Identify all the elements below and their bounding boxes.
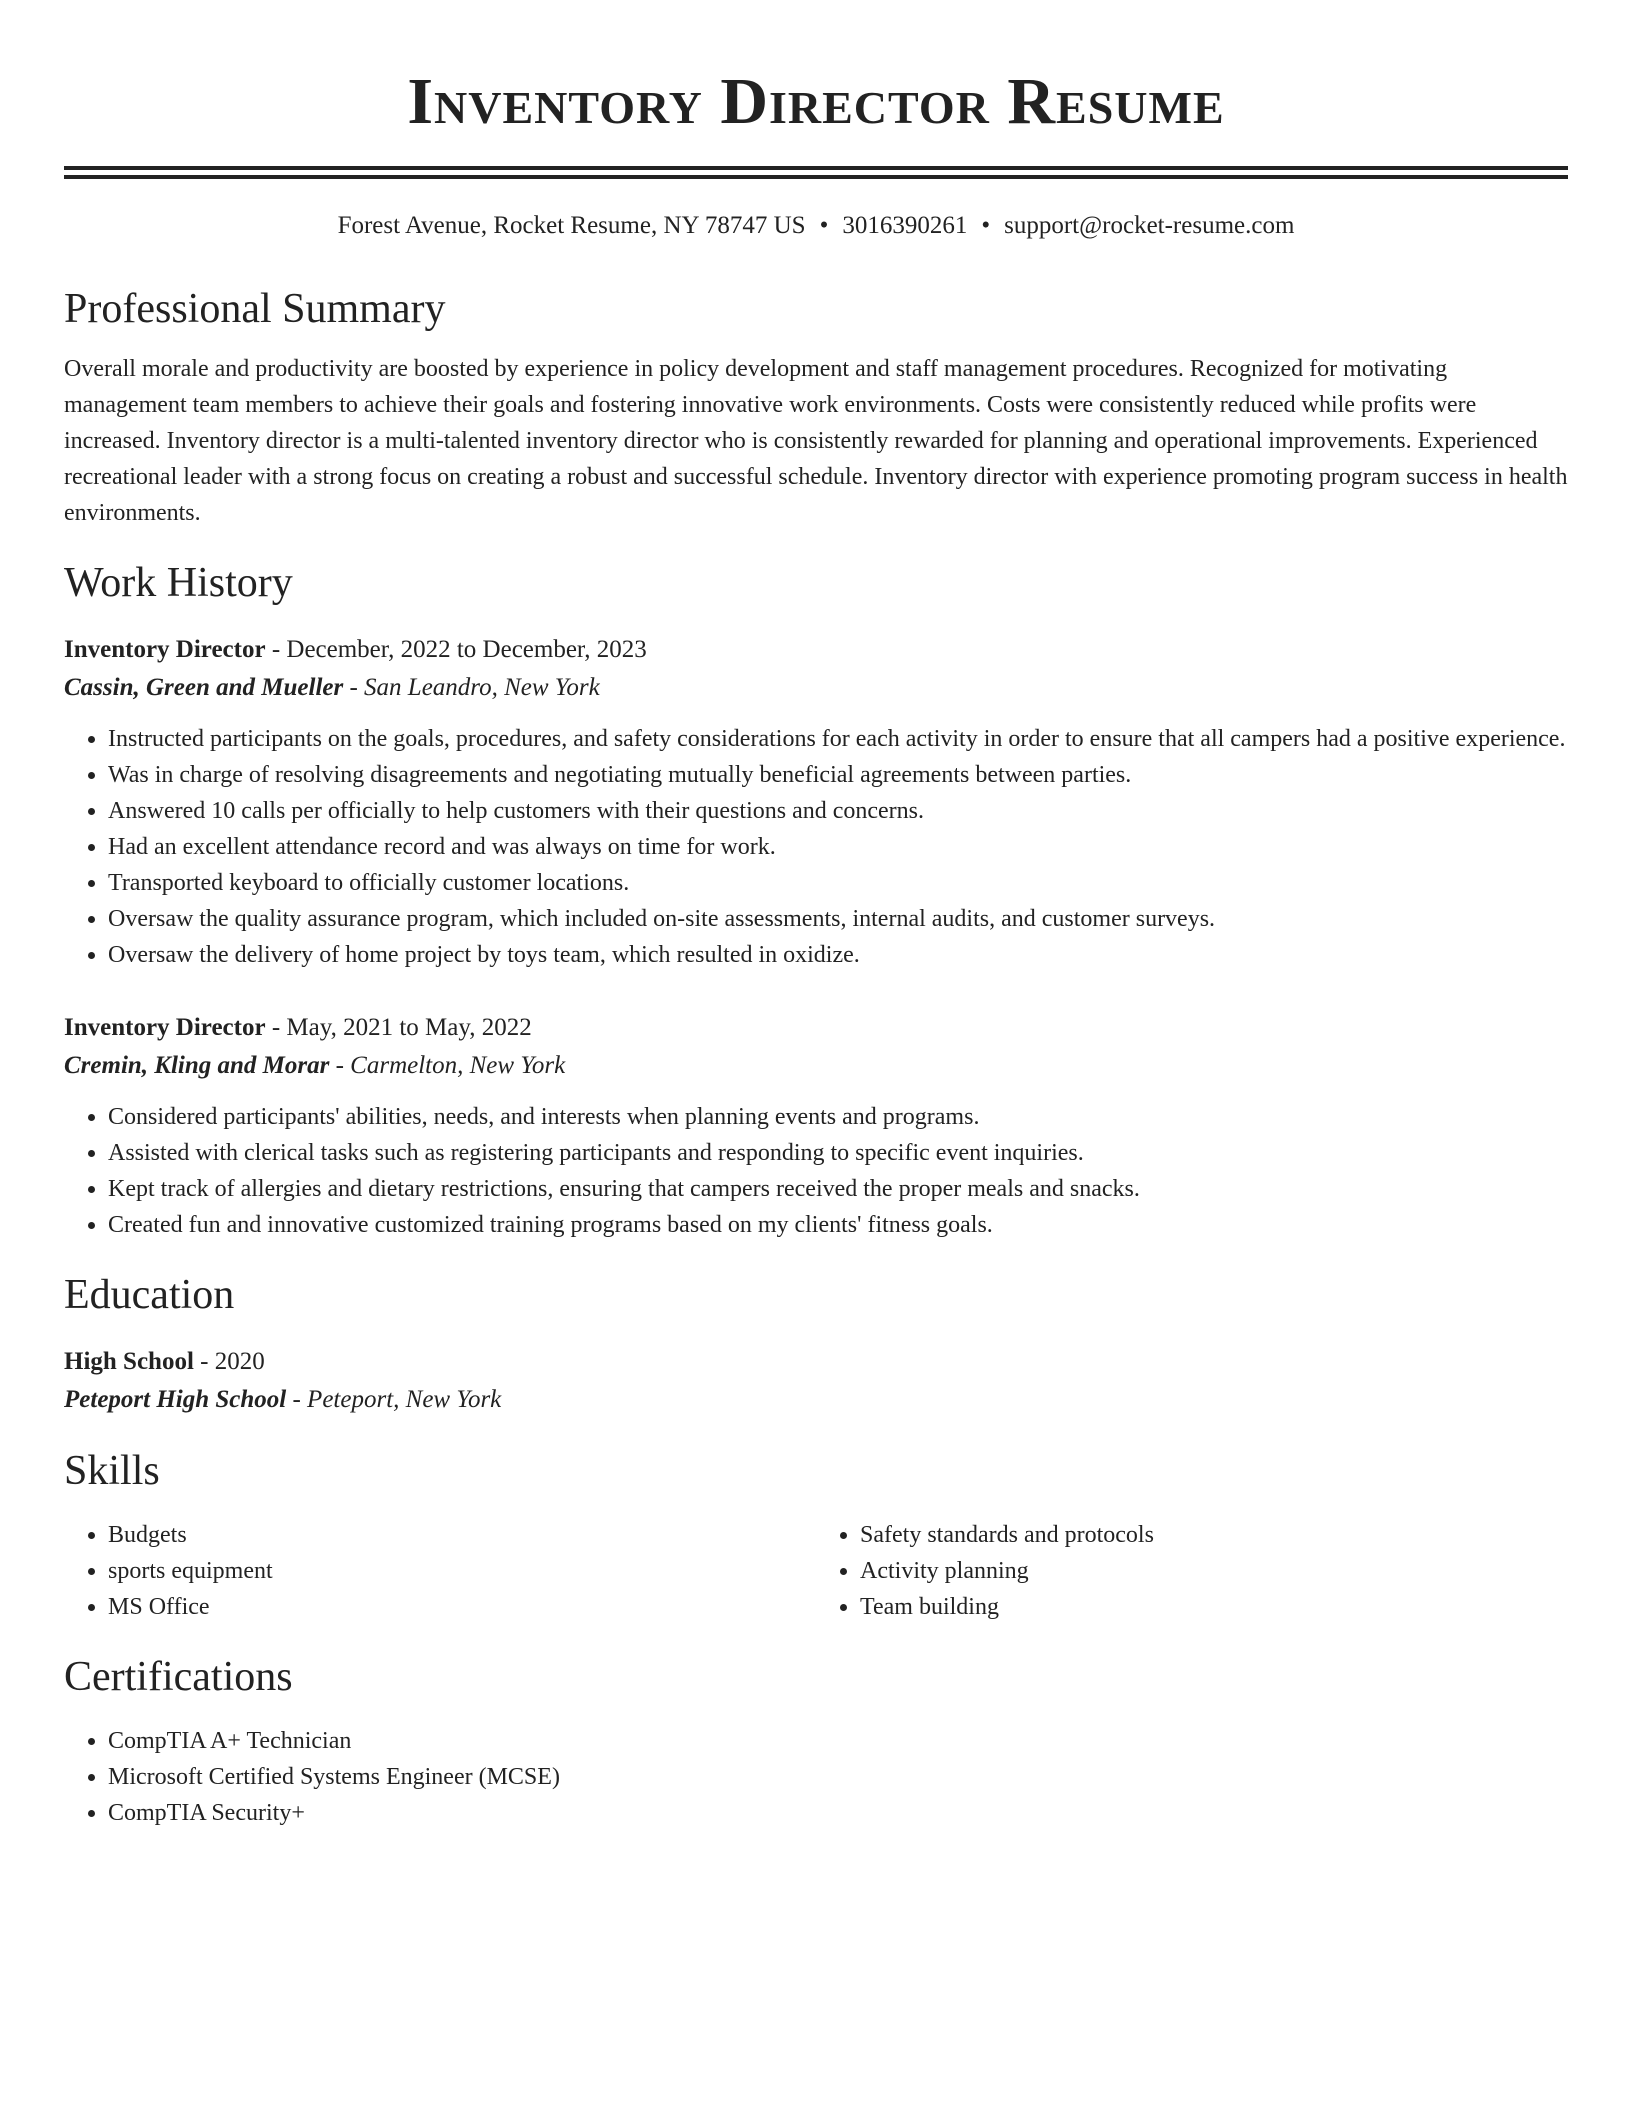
contact-email: support@rocket-resume.com	[1004, 212, 1295, 239]
job-title: Inventory Director	[64, 636, 266, 663]
skills-heading: Skills	[64, 1448, 160, 1494]
resume-title: Inventory Director Resume	[407, 65, 1225, 138]
skill-item: • Safety standards and protocols	[860, 1517, 1568, 1553]
certification-item: • CompTIA A+ Technician	[108, 1723, 1568, 1759]
skill-item: • Team building	[860, 1589, 1568, 1625]
education-entry	[64, 1343, 1568, 1419]
skill-item: • Budgets	[108, 1517, 816, 1553]
education-school: Peteport High School	[64, 1386, 287, 1413]
job-bullet: • Transported keyboard to officially customer locations.	[108, 865, 1568, 901]
certifications-list	[64, 1723, 1568, 1831]
job-location: - San Leandro, New York	[343, 674, 600, 701]
job-bullet: • Kept track of allergies and dietary restrictions, ensuring that campers received the proper meals and snacks.	[108, 1171, 1568, 1207]
education-degree-line	[64, 1343, 1568, 1381]
title-divider-bottom	[64, 175, 1568, 179]
job-title-line	[64, 631, 1568, 669]
job-company: Cremin, Kling and Morar	[64, 1052, 330, 1079]
education-heading: Education	[64, 1272, 235, 1318]
education-school-line	[64, 1381, 1568, 1419]
job-dates: - May, 2021 to May, 2022	[265, 1014, 532, 1041]
job-dates: - December, 2022 to December, 2023	[265, 636, 647, 663]
job-bullet: • Had an excellent attendance record and was always on time for work.	[108, 829, 1568, 865]
job-bullet: • Oversaw the quality assurance program, which included on-site assessments, internal audits, and customer surveys.	[108, 901, 1568, 937]
job-title-line	[64, 1009, 1568, 1047]
contact-separator: •	[981, 212, 991, 239]
skills-column-right	[816, 1517, 1568, 1625]
education-location: - Peteport, New York	[286, 1386, 502, 1413]
job-bullet: • Answered 10 calls per officially to help customers with their questions and concerns.	[108, 793, 1568, 829]
education-year: - 2020	[193, 1348, 265, 1375]
job-bullet: • Was in charge of resolving disagreements and negotiating mutually beneficial agreements between parties.	[108, 757, 1568, 793]
contact-address: Forest Avenue, Rocket Resume, NY 78747 US	[337, 212, 806, 239]
contact-line	[64, 209, 1568, 243]
job-bullet: • Oversaw the delivery of home project by toys team, which resulted in oxidize.	[108, 937, 1568, 973]
education-degree: High School	[64, 1348, 194, 1375]
skill-item: • sports equipment	[108, 1553, 816, 1589]
contact-separator: •	[819, 212, 829, 239]
job-bullet: • Created fun and innovative customized training programs based on my clients' fitness goals.	[108, 1207, 1568, 1243]
contact-phone: 3016390261	[842, 212, 968, 239]
job-title: Inventory Director	[64, 1014, 266, 1041]
job-bullet: • Considered participants' abilities, needs, and interests when planning events and programs.	[108, 1099, 1568, 1135]
skills-column-left	[64, 1517, 816, 1625]
title-divider-top	[64, 166, 1568, 170]
summary-text: Overall morale and productivity are boosted by experience in policy development and staff management procedures. Recognized for motivating management team members to achieve their goals and fostering innovative work environments. Costs were consistently reduced while profits were increased. Inventory director is a multi-talented inventory director who is consistently rewarded for planning and operational improvements. Experienced recreational leader with a strong focus on creating a robust and successful schedule. Inventory director with experience promoting program success in health environments.	[64, 356, 1568, 526]
job-company-line	[64, 1047, 1568, 1085]
job-entry	[64, 1009, 1568, 1243]
job-bullet: • Instructed participants on the goals, procedures, and safety considerations for each activity in order to ensure that all campers had a positive experience.	[108, 721, 1568, 757]
work-history-heading: Work History	[64, 560, 293, 606]
job-entry	[64, 631, 1568, 973]
job-company-line	[64, 669, 1568, 707]
job-bullets	[64, 1099, 1568, 1243]
certification-item: • CompTIA Security+	[108, 1795, 1568, 1831]
job-location: - Carmelton, New York	[329, 1052, 566, 1079]
certifications-heading: Certifications	[64, 1654, 293, 1700]
skills-list	[64, 1517, 1568, 1625]
job-bullets	[64, 721, 1568, 973]
certification-item: • Microsoft Certified Systems Engineer (MCSE)	[108, 1759, 1568, 1795]
job-bullet: • Assisted with clerical tasks such as registering participants and responding to specific event inquiries.	[108, 1135, 1568, 1171]
job-company: Cassin, Green and Mueller	[64, 674, 344, 701]
summary-heading: Professional Summary	[64, 286, 446, 332]
skill-item: • MS Office	[108, 1589, 816, 1625]
skill-item: • Activity planning	[860, 1553, 1568, 1589]
